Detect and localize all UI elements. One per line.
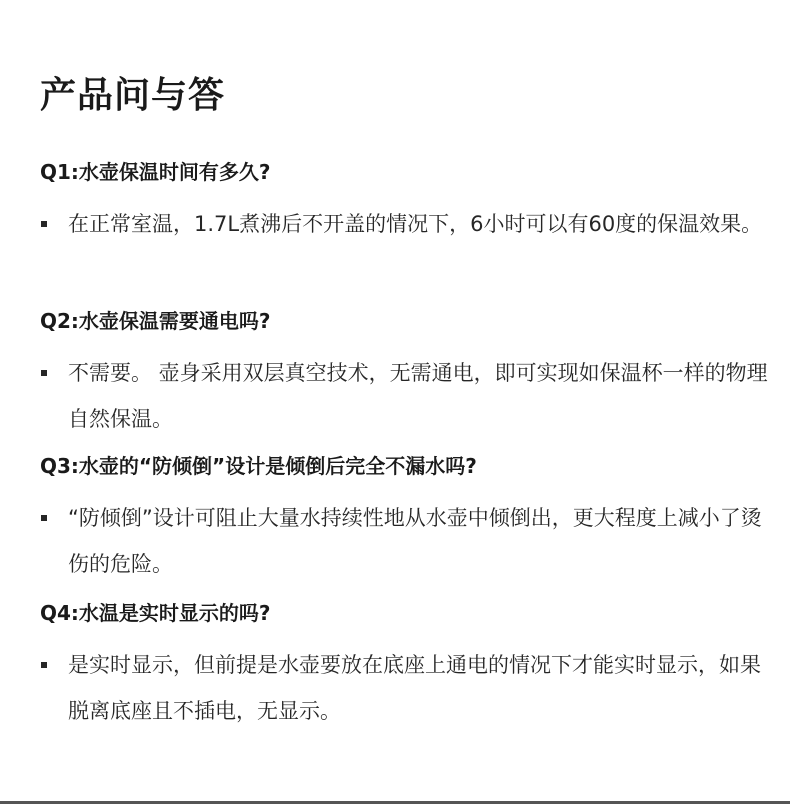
bullet-icon bbox=[41, 662, 47, 668]
bullet-icon bbox=[41, 370, 47, 376]
answer-2 bbox=[40, 350, 780, 442]
bullet-icon bbox=[41, 515, 47, 521]
answer-4-text: 是实时显示，但前提是水壶要放在底座上通电的情况下才能实时显示，如果脱离底座且不插电，无显示。 bbox=[68, 653, 761, 723]
answer-4 bbox=[40, 642, 780, 734]
answer-2-text: 不需要。 壶身采用双层真空技术，无需通电，即可实现如保温杯一样的物理自然保温。 bbox=[68, 361, 768, 431]
question-2: Q2:水壶保温需要通电吗? bbox=[40, 309, 271, 333]
qa-item-3 bbox=[40, 451, 780, 587]
answer-1-text: 在正常室温，1.7L煮沸后不开盖的情况下，6小时可以有60度的保温效果。 bbox=[68, 212, 763, 236]
question-4: Q4:水温是实时显示的吗? bbox=[40, 601, 271, 625]
qa-item-2 bbox=[40, 306, 780, 442]
question-3: Q3:水壶的“防倾倒”设计是倾倒后完全不漏水吗? bbox=[40, 454, 477, 478]
bullet-icon bbox=[41, 221, 47, 227]
qa-item-1 bbox=[40, 157, 780, 247]
answer-3-text: “防倾倒”设计可阻止大量水持续性地从水壶中倾倒出，更大程度上减小了烫伤的危险。 bbox=[68, 506, 762, 576]
qa-item-4 bbox=[40, 598, 780, 734]
question-1: Q1:水壶保温时间有多久? bbox=[40, 160, 271, 184]
answer-3 bbox=[40, 495, 780, 587]
answer-1 bbox=[40, 201, 780, 247]
page-title: 产品问与答 bbox=[40, 75, 226, 116]
